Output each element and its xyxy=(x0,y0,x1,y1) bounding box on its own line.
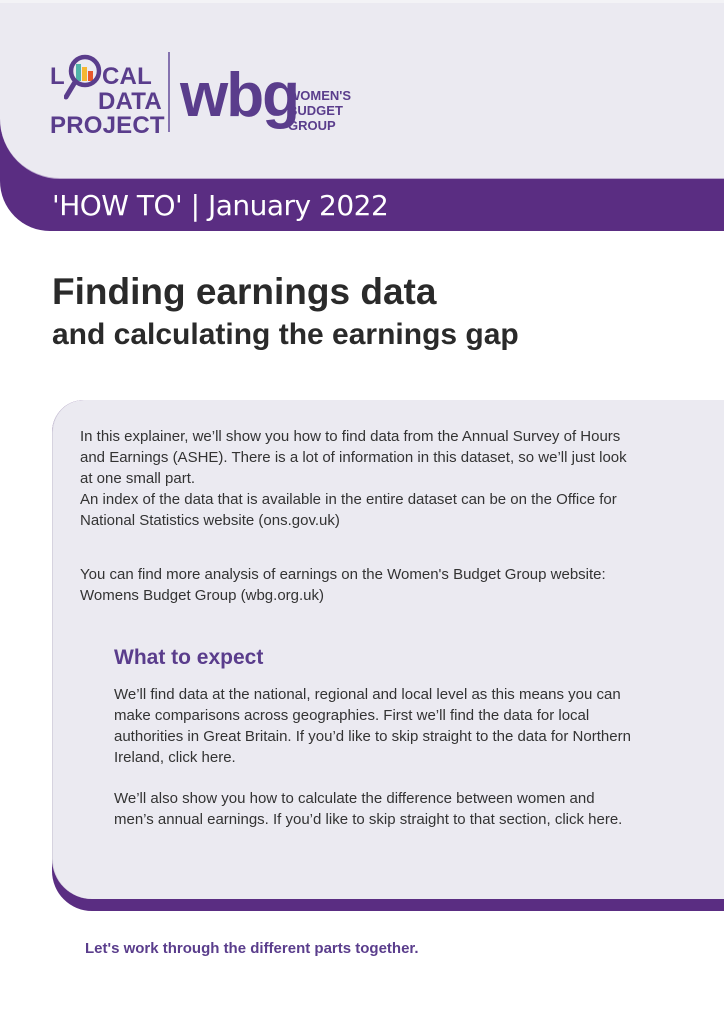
wbg-wordmark xyxy=(288,88,351,133)
header xyxy=(0,0,724,232)
how-to-date-banner: 'HOW TO' | January 2022 xyxy=(52,189,389,222)
page-subtitle: and calculating the earnings gap xyxy=(52,318,519,351)
logo-divider xyxy=(168,52,170,132)
earnings-gap-click-here-link[interactable]: click here. xyxy=(554,811,623,828)
page-title: Finding earnings data xyxy=(52,271,437,312)
wbg-mark: wbg xyxy=(180,61,298,130)
logo-text-project: PROJECT xyxy=(50,112,165,139)
logo-text-l: L xyxy=(50,63,65,90)
wbg-line-womens: WOMEN'S xyxy=(288,88,352,103)
intro-paragraph xyxy=(80,426,640,531)
intro-text: In this explainer, we’ll show you how to find data from the Annual Survey of Hours and Earnings (ASHE). There is a lot of information in this dataset, so we’ll just look at one small part. xyxy=(80,428,627,487)
wbg-line-group: GROUP xyxy=(288,118,336,133)
header-top-edge xyxy=(0,0,724,3)
index-text: An index of the data that is available in the entire dataset can be on the xyxy=(80,491,557,508)
expect-paragraph-2 xyxy=(114,788,634,830)
wbg-line-budget: BUDGET xyxy=(288,103,343,118)
more-analysis-text: You can find more analysis of earnings on the Women's Budget Group website: xyxy=(80,566,606,583)
more-analysis-paragraph xyxy=(80,564,640,606)
expect-text-1: We’ll find data at the national, regional and local level as this means you can make comparisons across geographies. First we’ll find the data for local authorities in Great Britain. If you’d like to skip straight to the data for Northern Ireland, xyxy=(114,686,631,766)
expect-paragraph-1 xyxy=(114,684,634,768)
logo-text-data: DATA xyxy=(98,88,162,115)
what-to-expect-heading: What to expect xyxy=(114,646,264,669)
wbg-website-link[interactable]: Womens Budget Group (wbg.org.uk) xyxy=(80,587,325,604)
logo-text-cal: CAL xyxy=(102,63,152,90)
work-through-cta: Let's work through the different parts together. xyxy=(85,940,419,957)
expect-text-2: We’ll also show you how to calculate the difference between women and men’s annual earnings. If you’d like to skip straight to that section, xyxy=(114,790,595,828)
local-data-project-logo xyxy=(50,50,165,139)
northern-ireland-click-here-link[interactable]: click here. xyxy=(168,749,236,766)
ons-website-link[interactable]: Office for National Statistics website (ons.gov.uk) xyxy=(80,491,617,529)
